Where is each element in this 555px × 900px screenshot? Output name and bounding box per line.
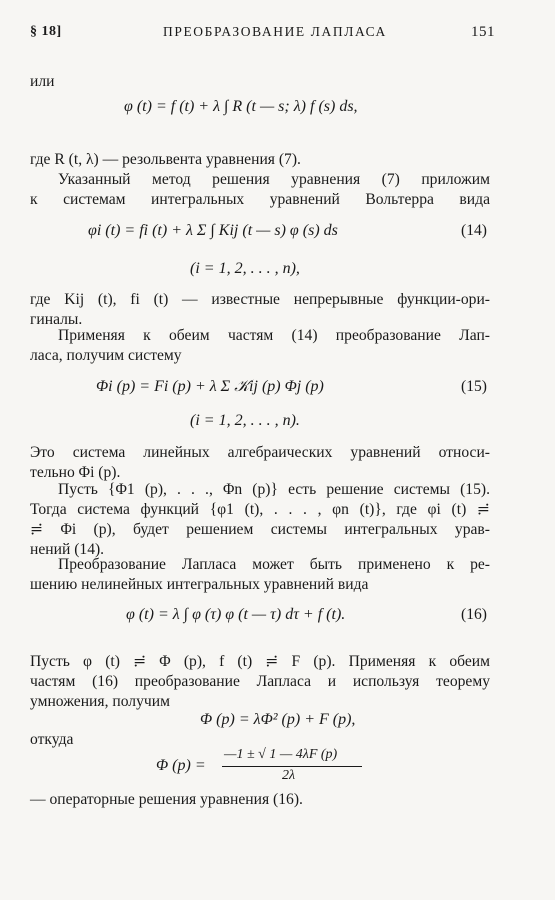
running-title: ПРЕОБРАЗОВАНИЕ ЛАПЛАСА — [163, 24, 387, 39]
equation-number-15: (15) — [461, 378, 487, 395]
paragraph-apply-laplace: Применяя к обеим частям (14) преобразование Лап- ласа, получим систему — [30, 327, 490, 364]
fraction-bar — [222, 766, 362, 767]
formula-resolvent-solution: φ (t) = f (t) + λ ∫ R (t — s; λ) f (s) ds, — [124, 98, 358, 115]
paragraph-resolvent: где R (t, λ) — резольвента уравнения (7). — [30, 151, 301, 168]
text-whence: откуда — [30, 731, 74, 748]
paragraph-known-functions: где Kij (t), fi (t) — известные непрерывные функции-ори- гиналы. — [30, 291, 490, 328]
formula-15-condition: (i = 1, 2, . . . , n). — [190, 412, 300, 429]
text-or: или — [30, 73, 55, 90]
formula-operator-solution-denominator: 2λ — [282, 768, 296, 783]
section-marker: § 18] — [30, 24, 62, 39]
equation-number-16: (16) — [461, 606, 487, 623]
equation-number-14: (14) — [461, 222, 487, 239]
paragraph-linear-system: Это система линейных алгебраических уравнений относи- тельно Φi (p). — [30, 444, 490, 481]
formula-operator-solution-numerator: —1 ± √ 1 — 4λF (p) — [224, 747, 338, 762]
formula-operator-solution-lhs: Φ (p) = — [156, 757, 206, 774]
formula-16: φ (t) = λ ∫ φ (τ) φ (t — τ) dτ + f (t). — [126, 606, 346, 623]
page-number: 151 — [471, 24, 495, 40]
formula-14-condition: (i = 1, 2, . . . , n), — [190, 260, 300, 277]
paragraph-system-solution: Пусть {Φ1 (p), . . ., Φn (p)} есть решение системы (15). Тогда система функций {φ1 (t), . . . , φn (t)}, где φi (t) ≓ ≓ Φi (p), будет решением системы интегральных урав- нений (14). — [30, 481, 490, 558]
formula-14: φi (t) = fi (t) + λ Σ ∫ Kij (t — s) φ (s) ds — [88, 222, 338, 239]
formula-15: Φi (p) = Fi (p) + λ Σ 𝒦ij (p) Φj (p) — [96, 378, 324, 395]
paragraph-volterra-systems: Указанный метод решения уравнения (7) приложим к системам интегральных уравнений Вольтерра вида — [30, 171, 490, 208]
formula-operator-equation: Φ (p) = λΦ² (p) + F (p), — [200, 711, 356, 728]
paragraph-multiplication-theorem: Пусть φ (t) ≓ Φ (p), f (t) ≓ F (p). Применяя к обеим частям (16) преобразование Лапласа и используя теорему умножения, получим — [30, 653, 490, 710]
paragraph-nonlinear: Преобразование Лапласа может быть применено к ре- шению нелинейных интегральных уравнений вида — [30, 556, 490, 593]
paragraph-operator-solutions: — операторные решения уравнения (16). — [30, 791, 303, 808]
